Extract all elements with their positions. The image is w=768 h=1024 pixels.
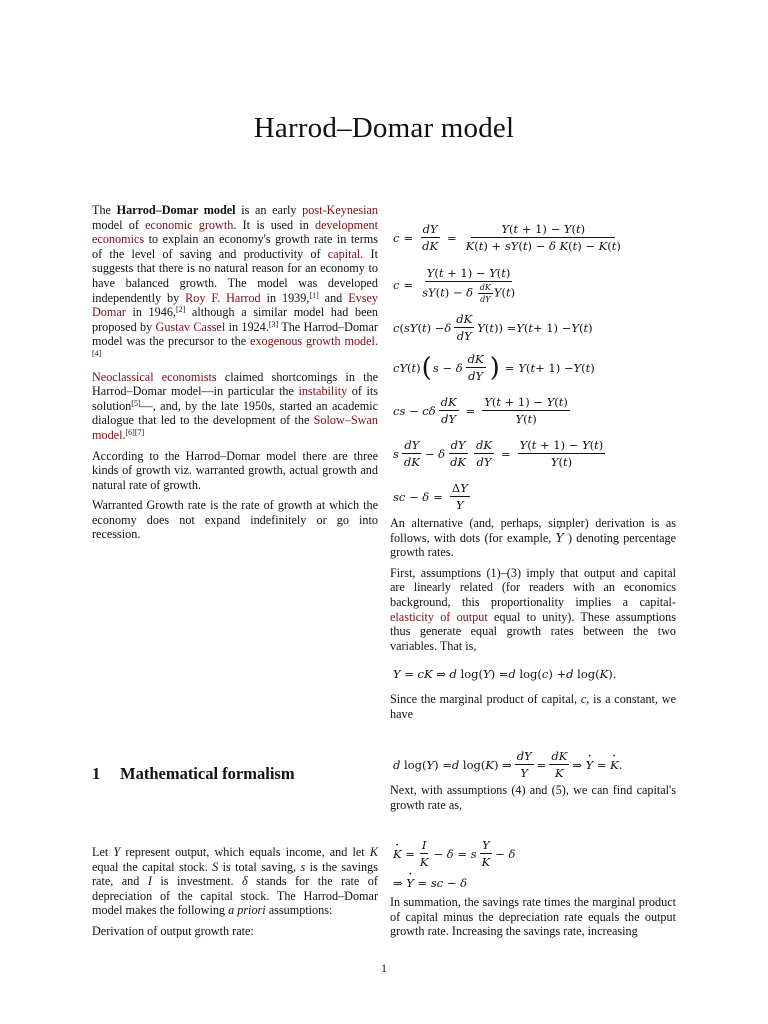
text: is investment. — [151, 874, 242, 889]
text: in 1939, — [260, 290, 310, 305]
derivation-label: Derivation of output growth rate: — [92, 923, 254, 938]
text: and — [318, 290, 349, 305]
text: The — [92, 203, 117, 217]
capital-growth-paragraph: Next, with assumptions (4) and (5), we can find capital's growth rate as, — [390, 783, 676, 812]
text: assumptions: — [265, 903, 333, 918]
text: to explain an economy's growth rate in terms of the level of saving and productivity of — [92, 232, 378, 261]
left-column — [92, 203, 378, 548]
right-text-1 — [390, 516, 676, 659]
a-priori: a priori — [228, 903, 266, 918]
right-text-2 — [390, 692, 676, 727]
link-solow-swan-model[interactable]: Solow–Swan model — [92, 413, 378, 442]
equation-4: cY ( t ) ( s − δ $\frac{dK}{dY}$ ) = Y ( t + 1) − Y ( t ) — [393, 352, 595, 383]
link-roy-harrod[interactable]: Roy F. Harrod — [185, 290, 261, 305]
link-capital[interactable]: capital — [327, 246, 361, 261]
equation-7: sc − δ = $\frac{\Delta Y}{Y}$ — [393, 481, 468, 512]
critique-paragraph — [92, 370, 378, 443]
var-delta: δ — [241, 874, 248, 889]
text: ) denoting percentage growth rates. — [390, 530, 676, 560]
citation-1[interactable]: [1] — [309, 290, 319, 300]
summation-paragraph: In summation, the savings rate times the marginal product of capital minus the depreciation rate equals the output growth rate. Increasing the savings rate, increasing — [390, 895, 676, 939]
text: , is a constant, we have — [390, 692, 676, 721]
link-exogenous-growth-model[interactable]: exogenous growth model — [250, 334, 375, 349]
link-elasticity-of-output[interactable]: elasticity of output — [390, 609, 488, 624]
link-instability[interactable]: instability — [298, 384, 348, 399]
text: is total saving, — [218, 859, 301, 874]
link-gustav-cassel[interactable]: Gustav Cassel — [155, 319, 226, 334]
first-assumptions-paragraph — [390, 566, 676, 654]
text: . It is used in — [233, 217, 316, 232]
intro-paragraph — [92, 203, 378, 364]
text: claimed shortcomings in the Harrod–Domar model—in particular the — [92, 369, 378, 399]
section-number: 1 — [92, 764, 101, 783]
text: in 1946, — [125, 305, 176, 320]
text: First, assumptions (1)–(3) imply that output and capital are linearly related (for readers with an economics background, this proportionality implies a capital- — [390, 565, 676, 609]
link-economic-growth[interactable]: economic growth — [145, 217, 234, 232]
right-text-3 — [390, 783, 676, 818]
text: equal the capital stock. — [92, 859, 213, 874]
text: although a similar model had been proposed by — [92, 305, 378, 334]
link-development-economics[interactable]: development economics — [92, 217, 378, 247]
text: Let — [92, 845, 114, 859]
text: model of — [92, 217, 146, 232]
citation-2[interactable]: [2] — [175, 305, 186, 315]
citation-3[interactable]: [3] — [268, 319, 279, 329]
text: . It suggests that there is no natural reason for an economy to have balanced growth. The model was developed independently by — [92, 246, 378, 305]
page-title: Harrod–Domar model — [253, 112, 515, 144]
formalism-block — [92, 845, 378, 945]
growth-kinds-paragraph: According to the Harrod–Domar model there are three kinds of growth viz. warranted growth, actual growth and natural rate of growth. — [92, 448, 378, 492]
var-i: I — [147, 874, 152, 889]
citation-6-7[interactable]: [6][7] — [125, 427, 145, 437]
equation-8: Y = cK ⇒ d log( Y ) = d log( c ) + d log( K ). — [393, 667, 617, 681]
link-evsey-domar[interactable]: Evsey Domar — [92, 290, 378, 320]
equation-3: c ( sY ( t ) − δ $\frac{dK}{dY}$ Y ( t )) = Y ( t + 1) − Y ( t ) — [393, 312, 593, 343]
citation-4[interactable]: [4] — [92, 348, 102, 358]
equation-10: · K = $\frac{I}{K}$ − δ = s $\frac{Y}{K}$ − δ — [393, 838, 515, 869]
equation-6: s $\frac{dY}{dK}$ − δ $\frac{dY}{dK}$ $\frac{dK}{dY}$ = $\frac{Y(t + 1) - Y(t)}{Y(t)}$ — [393, 438, 604, 469]
page-number: 1 — [381, 961, 387, 975]
text: in 1924. — [225, 319, 269, 334]
section-title: Mathematical formalism — [120, 764, 295, 783]
text: is the savings rate, and — [92, 859, 378, 889]
right-text-4 — [390, 895, 676, 945]
formalism-paragraph — [92, 845, 378, 918]
var-s-rate: s — [300, 859, 306, 874]
equation-9: d log( Y ) = d log( K ) ⇒ $\frac{dY}{Y}$ = $\frac{dK}{K}$ ⇒ · Y = · K . — [393, 749, 622, 780]
y-dot-symbol: · Y — [556, 531, 564, 546]
citation-5[interactable]: [5] — [131, 398, 141, 408]
warranted-growth-paragraph: Warranted Growth rate is the rate of growth at which the economy does not expand indefinitely or go into recession. — [92, 498, 378, 542]
text: An alternative (and, perhaps, simpler) derivation is as follows, with dots (for example, — [390, 516, 676, 545]
text: . — [374, 334, 378, 349]
var-k: K — [369, 845, 378, 859]
var-c: c — [580, 692, 587, 706]
section-heading — [92, 764, 295, 784]
text: . — [122, 427, 126, 442]
text: of its solution — [92, 384, 378, 413]
equation-2: c = Y(t + 1) − Y(t) sY(t) − δ $\frac{dK}{dY}$ Y(t) — [393, 266, 516, 304]
text: stands for the rate of depreciation of the capital stock. The Harrod–Domar model makes the following — [92, 874, 378, 918]
link-post-keynesian[interactable]: post-Keynesian — [302, 203, 378, 217]
equation-5: cs − cδ $\frac{dK}{dY}$ = $\frac{Y(t + 1) - Y(t)}{Y(t)}$ — [393, 395, 568, 426]
text: —, and, by the late 1950s, started an academic dialogue that led to the development of the — [92, 398, 378, 428]
bold-term: Harrod–Domar model — [116, 203, 236, 217]
equation-1: c = $\frac{dY}{dK}$ = $\frac{Y(t + 1) - Y(t)}{\text{K(t) + sY(t) − δ K(t) − K(t)}}$ — [393, 222, 621, 253]
text: is an early — [235, 203, 303, 217]
var-s-total: S — [212, 859, 219, 874]
text: represent output, which equals income, and let — [120, 845, 370, 859]
text: equal to unity). These assumptions thus generate equal growth rates between the two variables. That is, — [390, 609, 676, 653]
alternative-derivation-paragraph — [390, 516, 676, 560]
equation-11: ⇒ · Y = sc − δ — [393, 876, 467, 890]
link-neoclassical-economists[interactable]: Neoclassical economists — [92, 369, 217, 384]
text: The Harrod–Domar model was the precursor to the — [92, 319, 378, 349]
marginal-product-paragraph — [390, 692, 676, 721]
text: Since the marginal product of capital, — [390, 692, 581, 706]
var-y: Y — [113, 845, 121, 859]
